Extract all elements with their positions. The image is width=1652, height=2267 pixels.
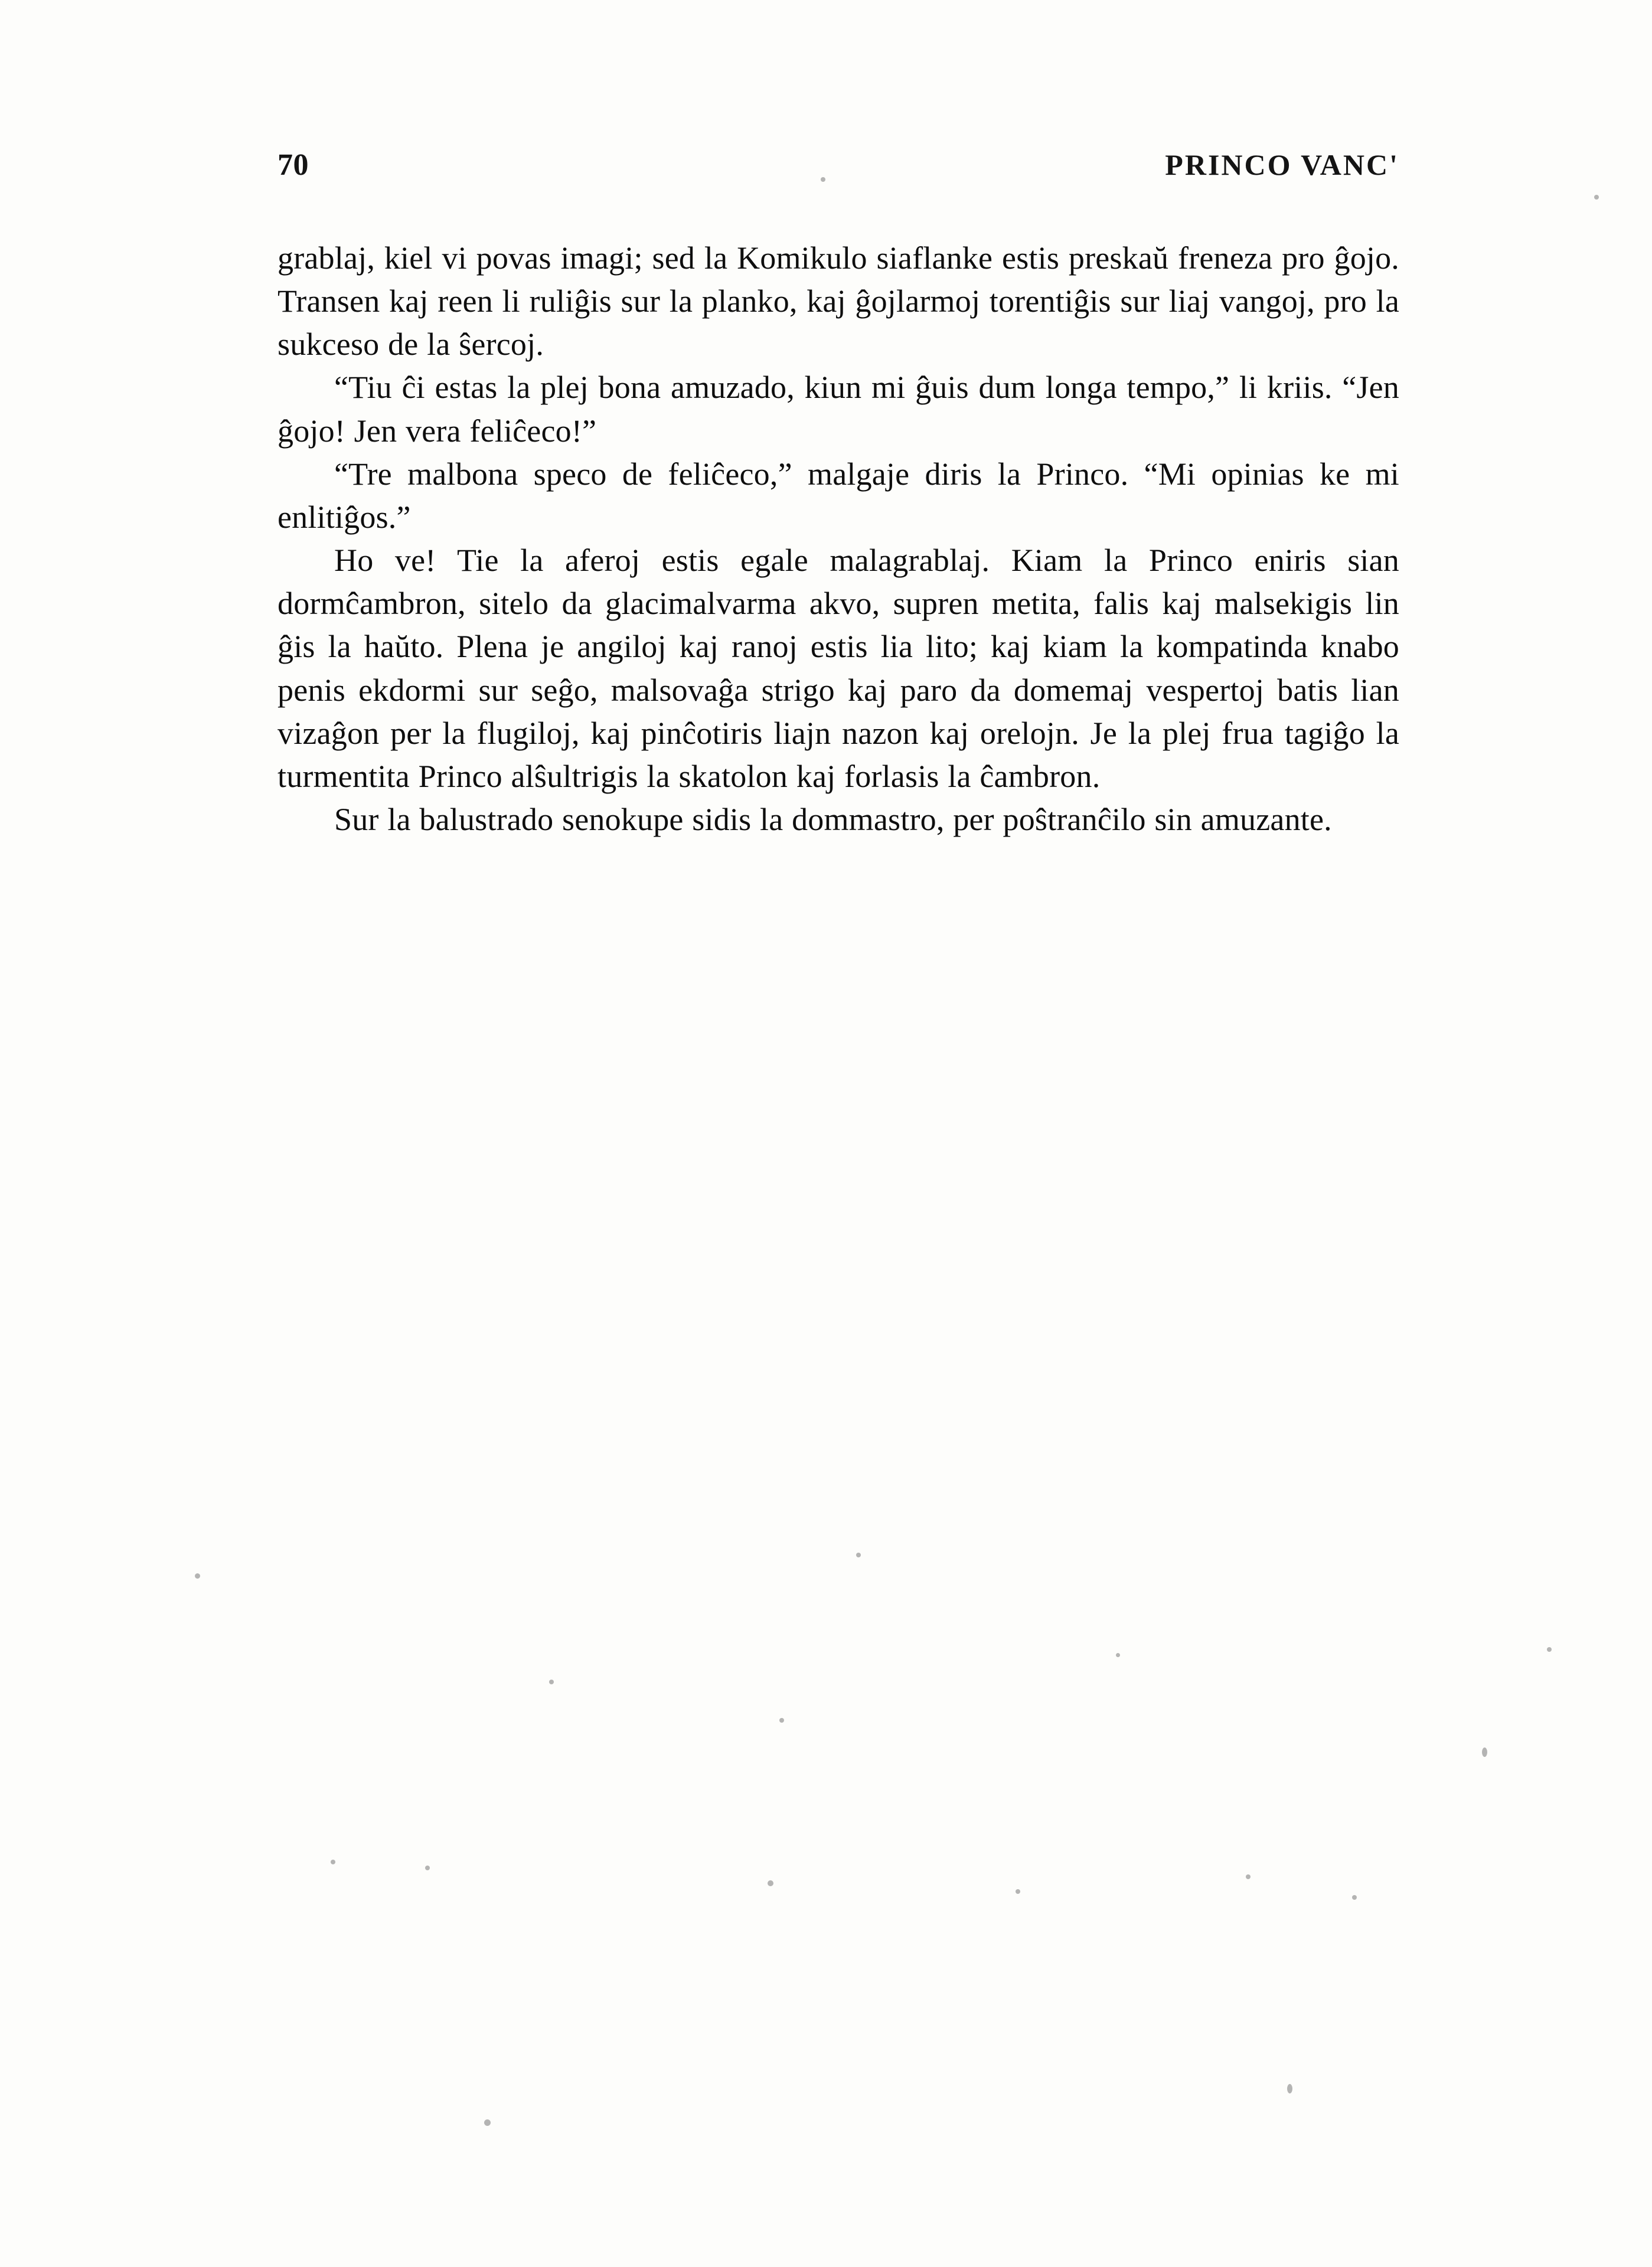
scan-speck (1246, 1874, 1251, 1879)
scan-speck (821, 177, 825, 182)
scan-speck (1116, 1653, 1120, 1657)
paragraph: grablaj, kiel vi povas imagi; sed la Komikulo siaflanke estis preskaŭ freneza pro ĝojo. Transen kaj reen li ruliĝis sur la planko, kaj ĝojlarmoj torentiĝis sur liaj vangoj, pro la sukceso de la ŝercoj. (277, 240, 1399, 362)
scan-speck (768, 1880, 773, 1886)
scan-speck (1547, 1647, 1552, 1652)
running-title: PRINCO VANC' (1165, 148, 1399, 181)
paragraph: Sur la balustrado senokupe sidis la dommastro, per poŝtranĉilo sin amuzante. (334, 802, 1332, 838)
scan-speck (1352, 1895, 1357, 1900)
page-number: 70 (277, 148, 309, 182)
scan-speck (1482, 1747, 1487, 1757)
scan-speck (1287, 2084, 1292, 2093)
scan-speck (779, 1718, 784, 1723)
scan-speck (195, 1573, 200, 1579)
paragraph: Ho ve! Tie la aferoj estis egale malagrablaj. Kiam la Princo eniris sian dormĉambron, sitelo da glacimalvarma akvo, supren metita, falis kaj malsekigis lin ĝis la haŭto. Plena je angiloj kaj ranoj estis lia lito; kaj kiam la kompatinda knabo penis ekdormi sur seĝo, malsovaĝa strigo kaj paro da domemaj vespertoj batis lian vizaĝon per la flugiloj, kaj pinĉotiris liajn nazon kaj orelojn. Je la plej frua tagiĝo la turmentita Princo alŝultrigis la skatolon kaj forlasis la ĉambron. (277, 543, 1399, 794)
paragraph: “Tre malbona speco de feliĉeco,” malgaje diris la Princo. “Mi opinias ke mi enlitiĝos.” (277, 456, 1399, 535)
scan-speck (1016, 1889, 1020, 1894)
page-content (277, 148, 1399, 841)
body-text (277, 237, 1399, 841)
scan-speck (1594, 195, 1599, 200)
running-head (277, 148, 1399, 182)
scan-speck (856, 1553, 861, 1557)
scan-speck (331, 1860, 335, 1864)
paragraph: “Tiu ĉi estas la plej bona amuzado, kiun mi ĝuis dum longa tempo,” li kriis. “Jen ĝojo! Jen vera feliĉeco!” (277, 370, 1399, 449)
scan-speck (484, 2119, 491, 2126)
scan-speck (425, 1866, 430, 1870)
scan-speck (549, 1680, 554, 1684)
